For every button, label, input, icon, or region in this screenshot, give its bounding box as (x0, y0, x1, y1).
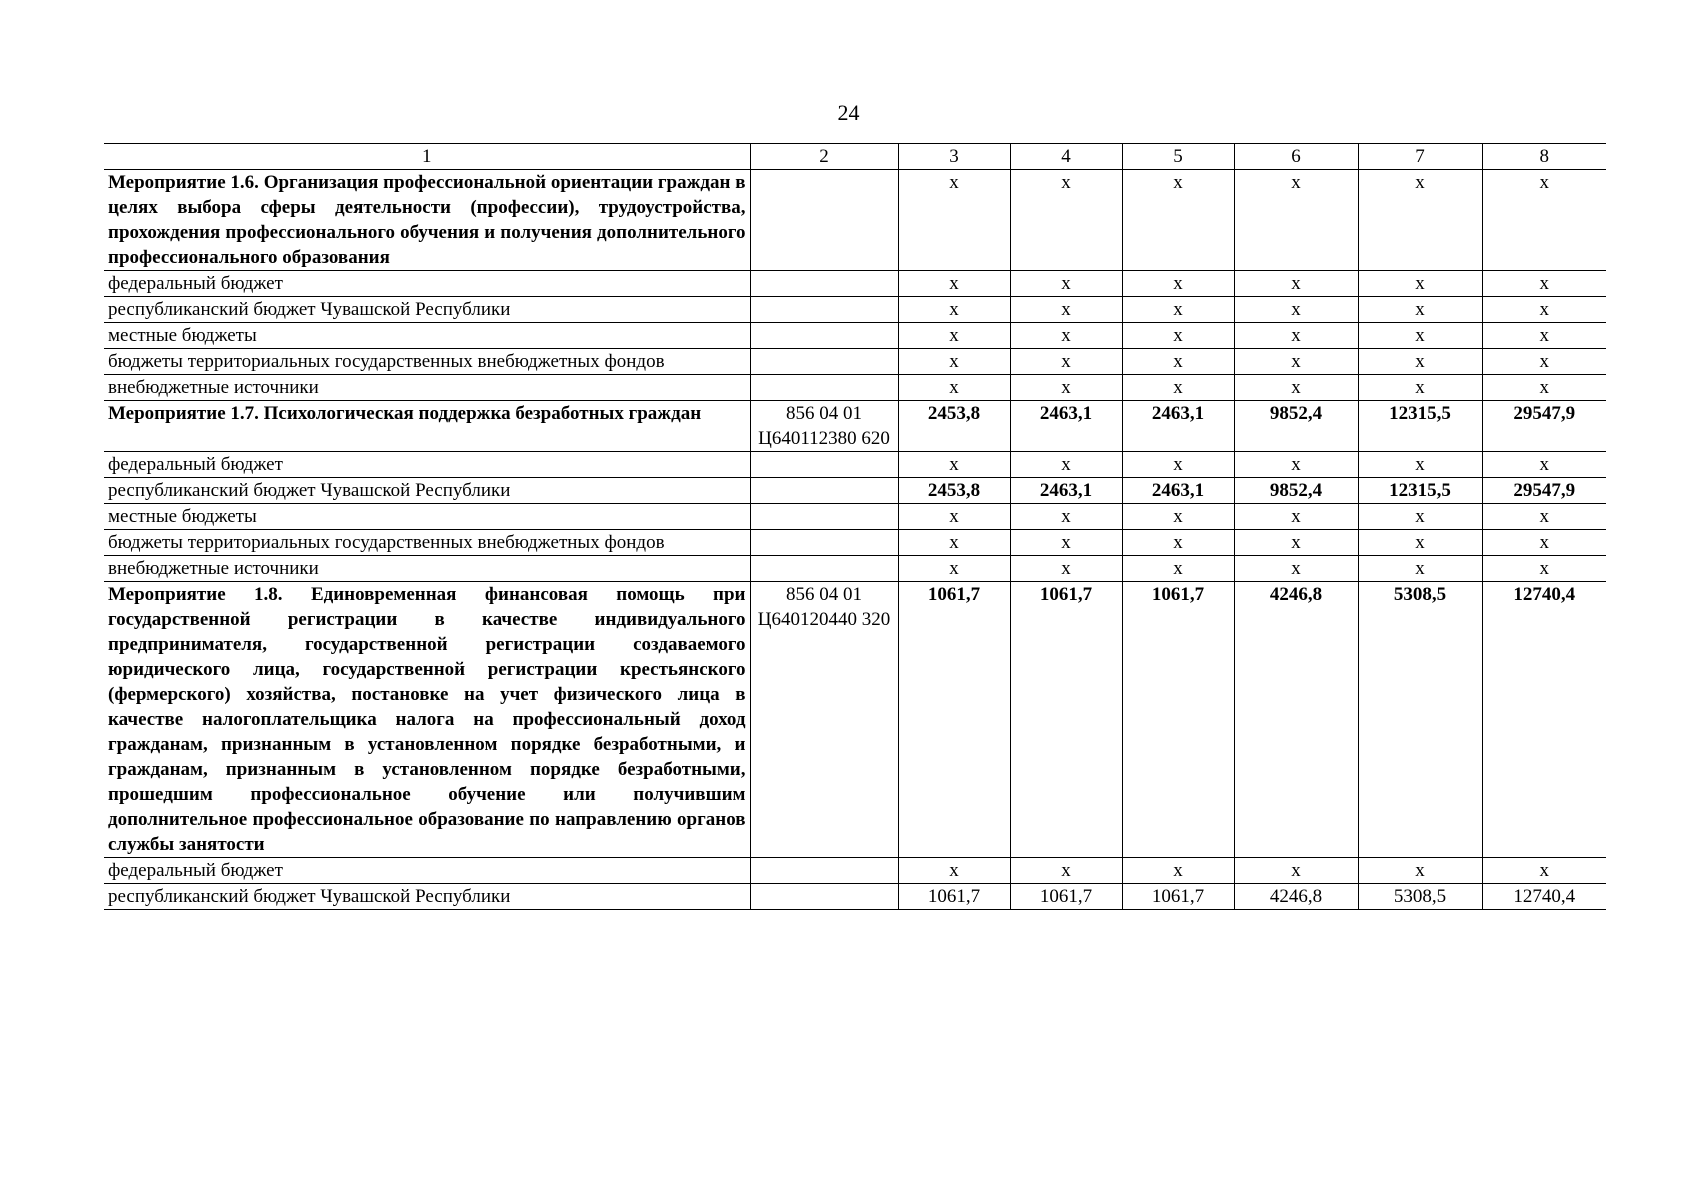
column-number: 4 (1010, 144, 1122, 170)
row-name-cell: внебюджетные источники (104, 375, 750, 401)
value-cell: x (1358, 452, 1482, 478)
value-cell: 9852,4 (1234, 401, 1358, 452)
row-name-cell: внебюджетные источники (104, 556, 750, 582)
row-name-cell: республиканский бюджет Чувашской Республики (104, 884, 750, 910)
value-cell: x (1010, 349, 1122, 375)
value-cell: x (1358, 349, 1482, 375)
budget-table (104, 143, 1606, 910)
value-cell: x (1122, 556, 1234, 582)
value-cell: 12315,5 (1358, 478, 1482, 504)
value-cell: x (1482, 349, 1606, 375)
value-cell: x (1358, 504, 1482, 530)
table-body (104, 144, 1606, 910)
budget-code-cell: 856 04 01 Ц640120440 320 (750, 582, 898, 858)
value-cell: 12740,4 (1482, 884, 1606, 910)
value-cell: x (1122, 170, 1234, 271)
table-row (104, 504, 1606, 530)
value-cell: 1061,7 (1122, 582, 1234, 858)
value-cell: x (1010, 323, 1122, 349)
row-name-cell: местные бюджеты (104, 504, 750, 530)
column-number: 2 (750, 144, 898, 170)
value-cell: 1061,7 (898, 582, 1010, 858)
value-cell: x (1122, 504, 1234, 530)
value-cell: x (898, 375, 1010, 401)
value-cell: x (898, 271, 1010, 297)
page-number: 24 (837, 100, 860, 125)
budget-code-cell (750, 530, 898, 556)
value-cell: x (1482, 375, 1606, 401)
table-row (104, 271, 1606, 297)
value-cell: x (1010, 556, 1122, 582)
budget-code-cell: 856 04 01 Ц640112380 620 (750, 401, 898, 452)
value-cell: x (1482, 530, 1606, 556)
value-cell: x (1482, 271, 1606, 297)
value-cell: x (898, 504, 1010, 530)
table-row (104, 297, 1606, 323)
value-cell: x (1358, 858, 1482, 884)
value-cell: x (1234, 556, 1358, 582)
row-name-cell: Мероприятие 1.6. Организация профессиональной ориентации граждан в целях выбора сферы деятельности (профессии), трудоустройства, прохождения профессионального обучения и получения дополнительного профессионального образования (104, 170, 750, 271)
budget-code-cell (750, 375, 898, 401)
table-row (104, 858, 1606, 884)
value-cell: 1061,7 (1010, 884, 1122, 910)
value-cell: x (898, 323, 1010, 349)
value-cell: x (1122, 530, 1234, 556)
row-name-cell: республиканский бюджет Чувашской Республики (104, 478, 750, 504)
value-cell: x (898, 556, 1010, 582)
value-cell: x (898, 349, 1010, 375)
value-cell: x (1358, 556, 1482, 582)
value-cell: 4246,8 (1234, 884, 1358, 910)
value-cell: 2463,1 (1122, 478, 1234, 504)
budget-code-cell (750, 349, 898, 375)
value-cell: x (1010, 858, 1122, 884)
value-cell: x (1482, 323, 1606, 349)
value-cell: x (1234, 349, 1358, 375)
value-cell: x (1234, 323, 1358, 349)
table-row (104, 884, 1606, 910)
value-cell: 4246,8 (1234, 582, 1358, 858)
column-number: 5 (1122, 144, 1234, 170)
value-cell: x (1122, 323, 1234, 349)
value-cell: x (1122, 858, 1234, 884)
value-cell: x (1482, 297, 1606, 323)
value-cell: 1061,7 (898, 884, 1010, 910)
value-cell: 29547,9 (1482, 401, 1606, 452)
value-cell: x (1010, 297, 1122, 323)
table-row (104, 170, 1606, 271)
row-name-cell: местные бюджеты (104, 323, 750, 349)
value-cell: x (1358, 375, 1482, 401)
table-row (104, 582, 1606, 858)
row-name-cell: Мероприятие 1.7. Психологическая поддержка безработных граждан (104, 401, 750, 452)
row-name-cell: Мероприятие 1.8. Единовременная финансовая помощь при государственной регистрации в качестве индивидуального предпринимателя, государственной регистрации создаваемого юридического лица, государственной регистрации крестьянского (фермерского) хозяйства, постановке на учет физического лица в качестве налогоплательщика налога на профессиональный доход гражданам, признанным в установленном порядке безработными, и гражданам, признанным в установленном порядке безработными, прошедшим профессиональное обучение или получившим дополнительное профессиональное образование по направлению органов службы занятости (104, 582, 750, 858)
budget-code-cell (750, 271, 898, 297)
value-cell: 2453,8 (898, 478, 1010, 504)
row-name-cell: федеральный бюджет (104, 452, 750, 478)
budget-code-cell (750, 170, 898, 271)
value-cell: 2463,1 (1010, 401, 1122, 452)
value-cell: x (898, 452, 1010, 478)
value-cell: x (1234, 170, 1358, 271)
value-cell: x (1482, 170, 1606, 271)
budget-code-cell (750, 858, 898, 884)
value-cell: x (898, 530, 1010, 556)
value-cell: x (1010, 530, 1122, 556)
value-cell: x (1010, 452, 1122, 478)
row-name-cell: федеральный бюджет (104, 858, 750, 884)
value-cell: x (1122, 297, 1234, 323)
value-cell: x (898, 858, 1010, 884)
value-cell: 5308,5 (1358, 582, 1482, 858)
value-cell: 2463,1 (1122, 401, 1234, 452)
value-cell: 5308,5 (1358, 884, 1482, 910)
value-cell: x (1482, 858, 1606, 884)
value-cell: x (1234, 504, 1358, 530)
table-row (104, 530, 1606, 556)
value-cell: x (1234, 297, 1358, 323)
value-cell: x (1234, 375, 1358, 401)
value-cell: 2453,8 (898, 401, 1010, 452)
budget-code-cell (750, 323, 898, 349)
budget-code-cell (750, 504, 898, 530)
value-cell: x (1010, 504, 1122, 530)
value-cell: 29547,9 (1482, 478, 1606, 504)
value-cell: x (1358, 297, 1482, 323)
value-cell: x (1122, 349, 1234, 375)
row-name-cell: республиканский бюджет Чувашской Республики (104, 297, 750, 323)
value-cell: x (1122, 375, 1234, 401)
value-cell: x (1358, 323, 1482, 349)
value-cell: 1061,7 (1122, 884, 1234, 910)
value-cell: x (1482, 452, 1606, 478)
value-cell: x (1358, 170, 1482, 271)
value-cell: x (1234, 271, 1358, 297)
value-cell: x (1358, 271, 1482, 297)
column-number: 7 (1358, 144, 1482, 170)
value-cell: 12740,4 (1482, 582, 1606, 858)
value-cell: x (1234, 452, 1358, 478)
row-name-cell: бюджеты территориальных государственных внебюджетных фондов (104, 530, 750, 556)
value-cell: 2463,1 (1010, 478, 1122, 504)
value-cell: x (1482, 556, 1606, 582)
budget-code-cell (750, 884, 898, 910)
value-cell: x (1010, 271, 1122, 297)
value-cell: x (1482, 504, 1606, 530)
table-row (104, 452, 1606, 478)
table-row (104, 323, 1606, 349)
value-cell: 1061,7 (1010, 582, 1122, 858)
table-row (104, 556, 1606, 582)
value-cell: x (1122, 271, 1234, 297)
value-cell: x (1234, 530, 1358, 556)
column-number-row (104, 144, 1606, 170)
budget-code-cell (750, 452, 898, 478)
budget-code-cell (750, 478, 898, 504)
value-cell: 12315,5 (1358, 401, 1482, 452)
value-cell: x (898, 170, 1010, 271)
value-cell: x (1358, 530, 1482, 556)
table-row (104, 375, 1606, 401)
value-cell: x (1010, 170, 1122, 271)
value-cell: x (1234, 858, 1358, 884)
row-name-cell: бюджеты территориальных государственных внебюджетных фондов (104, 349, 750, 375)
value-cell: x (1010, 375, 1122, 401)
budget-code-cell (750, 297, 898, 323)
column-number: 3 (898, 144, 1010, 170)
column-number: 1 (104, 144, 750, 170)
table-row (104, 349, 1606, 375)
table-row (104, 401, 1606, 452)
value-cell: 9852,4 (1234, 478, 1358, 504)
column-number: 6 (1234, 144, 1358, 170)
value-cell: x (1122, 452, 1234, 478)
column-number: 8 (1482, 144, 1606, 170)
budget-code-cell (750, 556, 898, 582)
table-row (104, 478, 1606, 504)
row-name-cell: федеральный бюджет (104, 271, 750, 297)
value-cell: x (898, 297, 1010, 323)
